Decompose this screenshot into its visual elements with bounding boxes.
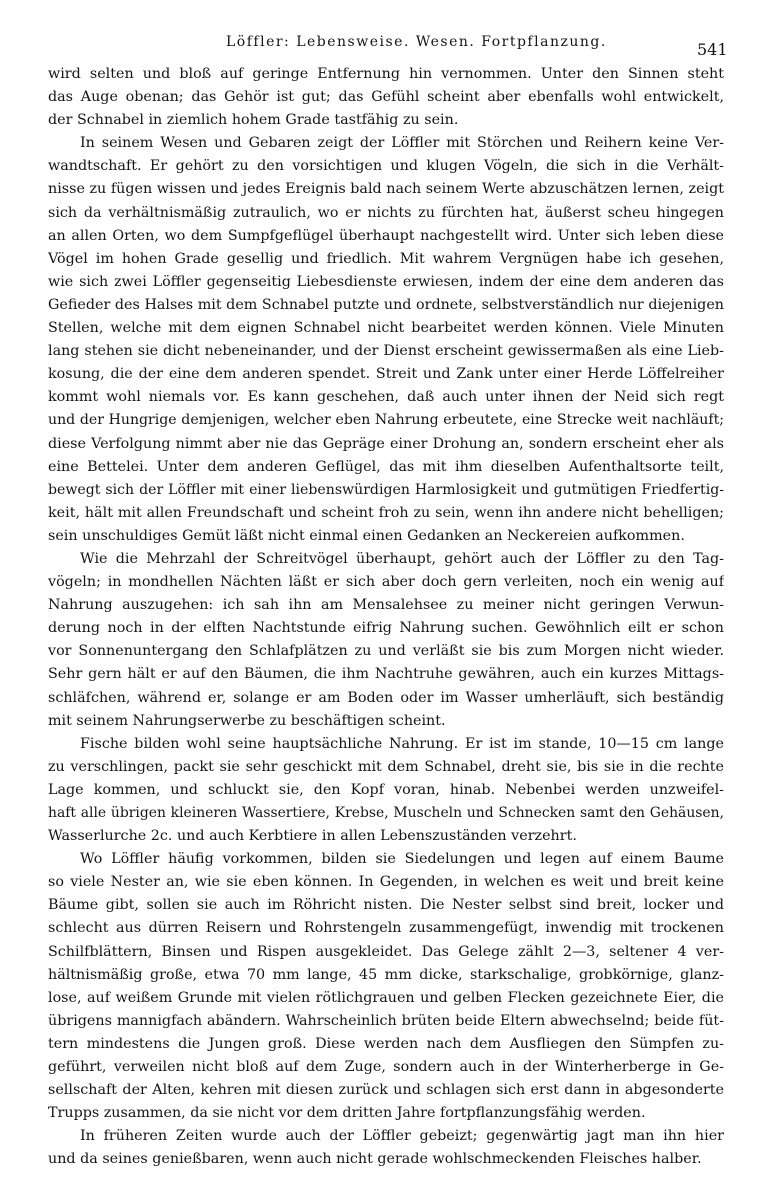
text-line: haft alle übrigen kleineren Wassertiere, Krebse, Muscheln und Schnecken samt den Gehäusen, <box>48 805 724 821</box>
paragraph <box>48 132 724 548</box>
text-line: geführt, verweilen nicht bloß auf dem Zuge, sondern auch in der Winterherberge in Ge- <box>48 1059 724 1076</box>
text-line: Vögel im hohen Grade gesellig und friedlich. Mit wahrem Vergnügen habe ich gesehen, <box>48 250 724 267</box>
text-line: der Schnabel in ziemlich hohem Grade tastfähig zu sein. <box>48 112 459 129</box>
text-line: an allen Orten, wo dem Sumpfgeflügel überhaupt nachgestellt wird. Unter sich leben diese <box>48 227 724 244</box>
text-line: Lage kommen, und schluckt sie, den Kopf voran, hinab. Nebenbei werden unzweifel- <box>48 781 724 798</box>
text-line: so viele Nester an, wie sie eben können. In Gegenden, in welchen es weit und breit keine <box>48 874 724 891</box>
text-line: lang stehen sie dicht nebeneinander, und der Dienst erscheint gewissermaßen als eine Lieb- <box>48 343 724 360</box>
text-line: wie sich zwei Löffler gegenseitig Liebesdienste erwiesen, indem der eine dem anderen das <box>48 273 724 290</box>
text-line: wird selten und bloß auf geringe Entfernung hin vernommen. Unter den Sinnen steht <box>48 66 724 82</box>
text-line: Bäume gibt, sollen sie auch im Röhricht nisten. Die Nester selbst sind breit, locker und <box>48 897 724 914</box>
text-line: schläfchen, während er, solange er am Boden oder im Wasser umherläuft, sich beständig <box>48 689 724 706</box>
text-line: kommt wohl niemals vor. Es kann geschehen, daß auch unter ihnen der Neid sich regt <box>48 389 724 406</box>
text-line: vor Sonnenuntergang den Schlafplätzen zu und verläßt sie bis zum Morgen nicht wieder. <box>48 643 724 660</box>
text-line: nisse zu fügen wissen und jedes Ereignis bald nach seinem Werte abzuschätzen lernen, zeigt <box>48 181 724 198</box>
text-line: sich da verhältnismäßig zutraulich, wo er nichts zu fürchten hat, äußerst scheu hingegen <box>48 204 724 221</box>
text-line: Wasserlurche 2c. und auch Kerbtiere in allen Lebenszuständen verzehrt. <box>48 828 577 845</box>
text-line: Trupps zusammen, da sie nicht vor dem dritten Jahre fortpflanzungsfähig werden. <box>48 1105 646 1122</box>
text-line: Wo Löffler häufig vorkommen, bilden sie Siedelungen und legen auf einem Baume <box>80 851 724 868</box>
text-line: sein unschuldiges Gemüt läßt nicht einmal einen Gedanken an Neckereien aufkommen. <box>48 527 685 544</box>
text-line: Sehr gern hält er auf den Bäumen, die ihm Nachtruhe gewähren, auch ein kurzes Mittags- <box>48 666 724 683</box>
text-line: tern mindestens die Jungen groß. Diese werden nach dem Ausfliegen den Sümpfen zu- <box>48 1035 724 1052</box>
text-line: wandtschaft. Er gehört zu den vorsichtigen und klugen Vögeln, die sich in die Verhält- <box>48 158 724 175</box>
text-line: diese Verfolgung nimmt aber nie das Gepräge einer Drohung an, sondern erscheint eher als <box>48 435 724 452</box>
text-line: zu verschlingen, packt sie sehr geschickt mit dem Schnabel, dreht sie, bis sie in die rechte <box>48 758 724 775</box>
text-line: vögeln; in mondhellen Nächten läßt er sich aber doch gern verleiten, noch ein wenig auf <box>48 574 724 591</box>
text-line: schlecht aus dürren Reisern und Rohrstengeln zusammengefügt, inwendig mit trockenen <box>48 920 724 937</box>
paragraph <box>48 848 724 1125</box>
text-line: lose, auf weißem Grunde mit vielen rötlichgrauen und gelben Flecken gezeichnete Eier, die <box>48 989 724 1006</box>
paragraph <box>48 1125 724 1171</box>
text-line: Nahrung auszugehen: ich sah ihn am Mensalehsee zu meiner nicht geringen Verwun- <box>48 597 724 614</box>
text-line: In seinem Wesen und Gebaren zeigt der Löffler mit Störchen und Reihern keine Ver- <box>80 135 724 152</box>
running-title: Löffler: Lebensweise. Wesen. Fortpflanzung. <box>226 34 607 50</box>
text-line: Schilfblättern, Binsen und Rispen ausgekleidet. Das Gelege zählt 2—3, seltener 4 ver- <box>48 943 724 960</box>
text-line: Fische bilden wohl seine hauptsächliche Nahrung. Er ist im stande, 10—15 cm lange <box>80 735 724 752</box>
text-line: und der Hungrige demjenigen, welcher eben Nahrung erbeutete, eine Strecke weit nachläuft; <box>48 412 724 429</box>
text-line: Stellen, welche mit dem eignen Schnabel nicht bearbeitet werden können. Viele Minuten <box>48 320 724 337</box>
text-line: hältnismäßig große, etwa 70 mm lange, 45 mm dicke, starkschalige, grobkörnige, glanz- <box>48 966 724 983</box>
text-line: Wie die Mehrzahl der Schreitvögel überhaupt, gehört auch der Löffler zu den Tag- <box>80 550 724 567</box>
text-line: bewegt sich der Löffler mit einer liebenswürdigen Harmlosigkeit und gutmütigen Friedfertig- <box>48 481 724 498</box>
text-line: keit, hält mit allen Freundschaft und scheint froh zu sein, wenn ihn andere nicht behelligen; <box>48 504 724 521</box>
text-line: Gefieder des Halses mit dem Schnabel putzte und ordnete, selbstverständlich nur diejenigen <box>48 296 724 313</box>
text-line: übrigens mannigfach abändern. Wahrscheinlich brüten beide Eltern abwechselnd; beide füt- <box>48 1012 724 1029</box>
running-header <box>0 34 765 58</box>
paragraph <box>48 733 724 848</box>
page-number: 541 <box>697 40 728 59</box>
paragraph <box>48 548 724 733</box>
paragraph <box>48 63 724 132</box>
text-line: derung noch in der elften Nachtstunde eifrig Nahrung suchen. Gewöhnlich eilt er schon <box>48 620 724 637</box>
text-line: das Auge obenan; das Gehör ist gut; das Gefühl scheint aber ebenfalls wohl entwickelt, <box>48 89 724 106</box>
text-line: In früheren Zeiten wurde auch der Löffler gebeizt; gegenwärtig jagt man ihn hier <box>80 1128 724 1145</box>
text-line: und da seines genießbaren, wenn auch nicht gerade wohlschmeckenden Fleisches halber. <box>48 1151 702 1168</box>
body-text <box>48 63 724 1172</box>
text-line: eine Bettelei. Unter dem anderen Geflügel, das mit ihm dieselben Aufenthaltsorte teilt, <box>48 458 724 475</box>
text-line: kosung, die der eine dem anderen spendet. Streit und Zank unter einer Herde Löffelreiher <box>48 366 724 383</box>
text-line: mit seinem Nahrungserwerbe zu beschäftigen scheint. <box>48 712 446 729</box>
text-line: sellschaft der Alten, kehren mit diesen zurück und schlagen sich erst dann in abgesonderte <box>48 1082 724 1099</box>
